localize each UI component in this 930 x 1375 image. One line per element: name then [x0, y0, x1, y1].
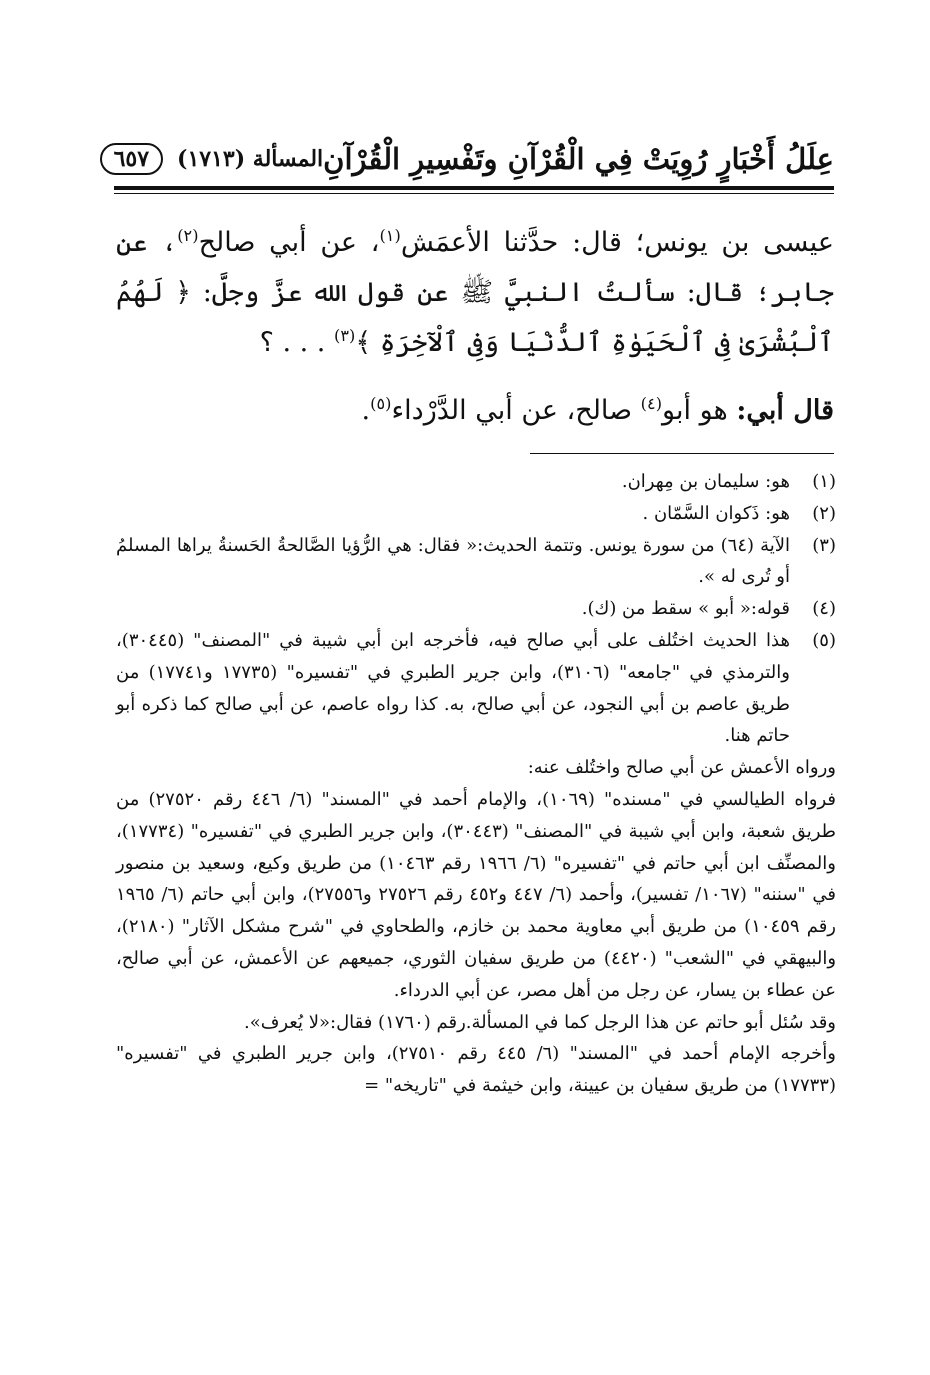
footnote-continuation: وأخرجه الإمام أحمد في "المسند" (٦/ ٤٤٥ رقم ٢٧٥١٠)، وابن جرير الطبري في "تفسيره" (١٧٧٣٣) من طريق سفيان بن عيينة، وابن خيثمة في "تاريخه" = — [116, 1043, 836, 1097]
main-text — [116, 218, 834, 436]
footnote — [116, 530, 836, 594]
text-segment: هو أبو — [662, 395, 737, 426]
text-segment: صالح، عن أبي الدَّرْداء — [391, 395, 641, 426]
footnote-number: (٢) — [812, 502, 836, 524]
text-segment: . . . ؟ — [259, 327, 334, 358]
footnote-text: الآية (٦٤) من سورة يونس. وتتمة الحديث:« فقال: هي الرُّؤيا الصَّالحةُ الحَسنةُ يراها المسلمُ أو تُرى له ». — [116, 534, 791, 588]
footnote-text: قوله:« أبو » سقط من (ك). — [581, 598, 790, 620]
issue-label: المسألة (١٧١٣) — [177, 146, 324, 172]
question-paragraph — [116, 218, 834, 368]
footnote-ref[interactable]: (١) — [379, 226, 401, 245]
footnote — [116, 593, 836, 625]
footnote-continuation: فرواه الطيالسي في "مسنده" (١٠٦٩)، والإمام أحمد في "المسند" (٦/ ٤٤٦ رقم ٢٧٥٢٠) من طريق شعبة، وابن أبي شيبة في "المصنف" (٣٠٤٤٣)، وابن جرير الطبري في "تفسيره" (١٧٧٣٤)، والمصنِّف ابن أبي حاتم في "تفسيره" (٦/ ١٩٦٦ رقم ١٠٤٦٣) من طريق وكيع، وسعيد بن منصور في "سننه" (١٠٦٧/ تفسير)، وأحمد (٦/ ٤٤٧ و٤٥٢ رقم ٢٧٥٢٦ و٢٧٥٥٦)، وابن أبي حاتم (٦/ ١٩٦٥ رقم ١٠٤٥٩) من طريق أبي معاوية محمد بن خازم، والطحاوي في "شرح مشكل الآثار" (٢١٨٠)، والبيهقي في "الشعب" (٤٤٢٠) من طريق سفيان الثوري، جميعهم عن الأعمش، عن أبي صالح، عن عطاء بن يسار، عن رجل من أهل مصر، عن أبي الدرداء. — [116, 788, 837, 1001]
footnote-ref[interactable]: (٢) — [177, 226, 199, 245]
page-header — [114, 134, 834, 184]
footnote-continuation: ورواه الأعمش عن أبي صالح واختُلف عنه: — [527, 757, 836, 779]
footnotes — [116, 466, 836, 1102]
footnote-text: هو: سليمان بن مِهران. — [621, 471, 790, 492]
footnote-ref[interactable]: (٥) — [370, 394, 392, 413]
answer-paragraph — [116, 386, 834, 436]
footnote-continuation: وقد سُئل أبو حاتم عن هذا الرجل كما في المسألة.رقم (١٧٦٠) فقال:«لا يُعرف». — [243, 1011, 836, 1033]
footnote-ref[interactable]: (٤) — [640, 394, 663, 413]
answer-lead: قال أبي: — [736, 395, 834, 426]
book-title: عِلَلُ أَخْبَارٍ رُوِيَتْ فِي الْقُرْآنِ وتَفْسِيرِ الْقُرْآنِ — [323, 142, 834, 176]
text-segment: ، عن جابر؛ قال: سألتُ النبيَّ ﷺ عن قول الله عزَّ وجلَّ: ﴿ لَهُمُ ٱلْبُشْرَىٰ فِى ٱلْحَيَوٰةِ ٱلدُّنْيَا وَفِى ٱلْآخِرَةِ ﴾ — [116, 227, 834, 358]
header-meta — [100, 143, 324, 175]
text-segment: . — [361, 395, 371, 426]
text-segment: ، عن أبي صالح — [198, 227, 380, 258]
footnote-number: (٥) — [812, 629, 836, 651]
footnote-ref[interactable]: (٣) — [333, 326, 356, 345]
footnote — [116, 498, 836, 530]
footnote-text: هذا الحديث اختُلف على أبي صالح فيه، فأخرجه ابن أبي شيبة في "المصنف" (٣٠٤٤٥)، والترمذي في "جامعه" (٣١٠٦)، وابن جرير الطبري في "تفسيره" (١٧٧٣٥ و١٧٧٤١) من طريق عاصم بن أبي النجود، عن أبي صالح، به. كذا رواه عاصم، عن أبي صالح كما ذكره أبو حاتم هنا. — [116, 629, 790, 747]
footnote — [116, 625, 836, 752]
footnote-number: (٤) — [812, 598, 836, 620]
page-number: ٦٥٧ — [100, 143, 163, 175]
footnote — [116, 466, 836, 498]
header-rule-thick — [114, 186, 834, 190]
text-segment: عيسى بن يونس؛ قال: حدَّثنا الأعمَش — [400, 227, 835, 258]
footnote-separator — [530, 453, 834, 454]
footnote-text: هو: ذَكوان السَّمّان . — [642, 502, 790, 524]
footnote-number: (٣) — [812, 534, 836, 556]
header-rule-thin — [114, 193, 834, 194]
footnote-number: (١) — [812, 471, 836, 492]
